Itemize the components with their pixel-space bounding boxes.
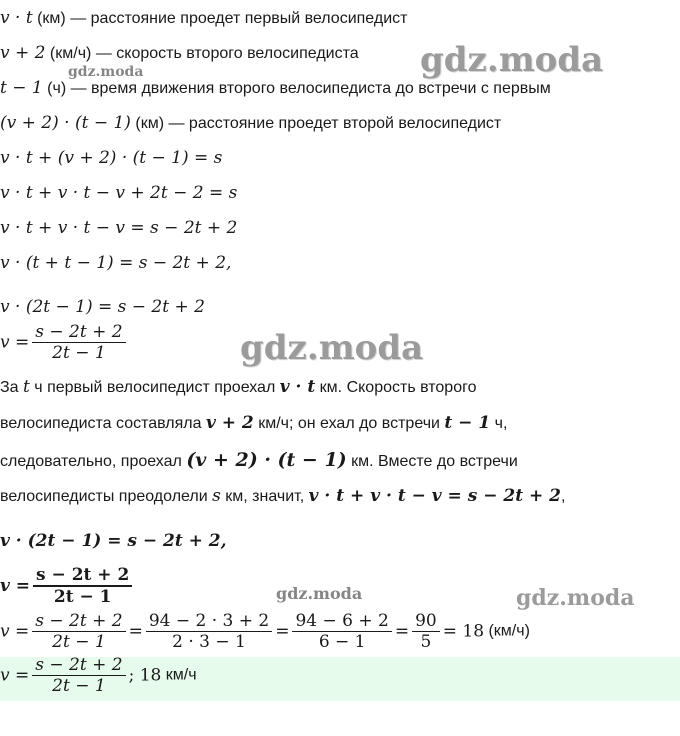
equation: v · (2t − 1) = s − 2t + 2: [0, 297, 205, 317]
numerator: s − 2t + 2: [36, 565, 130, 585]
denominator: 5: [412, 631, 440, 652]
text: велосипедисты преодолели: [0, 488, 213, 505]
numerator: 90: [415, 611, 437, 631]
equation: v · t + (v + 2) · (t − 1) = s: [0, 148, 223, 168]
denominator: 2 · 3 − 1: [146, 631, 272, 652]
calculation-line: [0, 611, 530, 652]
equation: v · t + v · t − v + 2t − 2 = s: [0, 183, 238, 203]
expr-distance-second: (v + 2) · (t − 1): [0, 113, 131, 133]
text: км/ч; он ехал до встречи: [253, 415, 445, 432]
text: км, значит,: [220, 488, 309, 505]
definition-text: (км) — расстояние проедет второй велосипедист: [130, 115, 502, 132]
text: км. Вместе до встречи: [346, 453, 518, 470]
equation-step-6: [0, 322, 129, 363]
paragraph-line-3: [0, 449, 518, 473]
equation-step-4: [0, 252, 231, 274]
denominator: 2t − 1: [32, 631, 125, 652]
answer-value: 18: [134, 665, 162, 686]
paragraph-line-4: [0, 485, 565, 508]
numerator: s − 2t + 2: [35, 655, 123, 675]
denominator: 6 − 1: [292, 631, 391, 652]
expr-v-plus-2: v + 2: [0, 43, 46, 63]
numerator: s − 2t + 2: [35, 322, 123, 342]
answer-fraction: [32, 655, 125, 696]
equation-step-1: [0, 147, 222, 169]
bold-expr: v · t + v · t − v = s − 2t + 2: [308, 486, 561, 506]
fraction: [33, 565, 132, 607]
var-s: s: [212, 486, 221, 506]
fraction: [32, 322, 125, 363]
denominator: 2t − 1: [33, 585, 132, 607]
bold-expr: v + 2: [205, 413, 254, 433]
numerator: 94 − 2 · 3 + 2: [148, 611, 270, 631]
denominator: 2t − 1: [32, 342, 125, 363]
fraction-1: [32, 611, 125, 652]
var-t: t: [23, 377, 30, 397]
equation-lhs: v =: [0, 576, 31, 596]
text: ,: [560, 488, 566, 505]
text: ч первый велосипедист проехал: [29, 379, 280, 396]
watermark-logo: gdz.moda: [276, 584, 363, 603]
text: За: [0, 379, 24, 396]
equation-lhs: v =: [0, 621, 30, 642]
numerator: s − 2t + 2: [35, 611, 123, 631]
definition-line-3: [0, 77, 551, 100]
text: велосипедиста составляла: [0, 415, 206, 432]
equation-step-3: [0, 217, 237, 239]
answer-line: [0, 655, 197, 696]
bold-equation-2: [0, 565, 135, 607]
watermark-logo: gdz.moda: [68, 64, 144, 80]
fraction-2: [146, 611, 272, 652]
separator: ;: [128, 665, 135, 686]
equation-lhs: v =: [0, 332, 30, 353]
watermark-logo: gdz.moda: [240, 328, 424, 368]
bold-equation: v · (2t − 1) = s − 2t + 2,: [0, 531, 227, 551]
equation-lhs: v =: [0, 665, 30, 686]
equation: v · (t + t − 1) = s − 2t + 2,: [0, 253, 232, 273]
equals-sign: =: [128, 621, 143, 642]
definition-line-2: [0, 42, 359, 65]
definition-line-4: [0, 112, 501, 135]
result-value: = 18: [442, 621, 485, 642]
answer-unit: км/ч: [161, 666, 197, 684]
denominator: 2t − 1: [32, 675, 125, 696]
bold-expr: v · t: [279, 377, 316, 397]
watermark-logo: gdz.moda: [516, 585, 635, 611]
watermark-logo: gdz.moda: [420, 40, 604, 80]
equation: v · t + v · t − v = s − 2t + 2: [0, 218, 238, 238]
fraction-3: [292, 611, 391, 652]
equation-step-5: [0, 296, 205, 318]
expr-v-t: v · t: [0, 8, 33, 28]
definition-text: (км/ч) — скорость второго велосипедиста: [45, 45, 359, 62]
unit: (км/ч): [484, 622, 530, 640]
bold-expr: (v + 2) · (t − 1): [186, 449, 347, 471]
numerator: 94 − 6 + 2: [295, 611, 389, 631]
text: ч,: [490, 415, 508, 432]
bold-equation-1: [0, 530, 227, 552]
equation-step-2: [0, 182, 237, 204]
fraction-4: [412, 611, 440, 652]
definition-text: (ч) — время движения второго велосипедиста до встречи с первым: [42, 80, 551, 97]
paragraph-line-2: [0, 412, 507, 435]
text: км. Скорость второго: [315, 379, 477, 396]
paragraph-line-1: [0, 376, 476, 399]
expr-t-minus-1: t − 1: [0, 78, 43, 98]
equals-sign: =: [275, 621, 290, 642]
bold-expr: t − 1: [444, 413, 491, 433]
definition-line-1: [0, 7, 407, 30]
definition-text: (км) — расстояние проедет первый велосипедист: [32, 10, 408, 27]
equals-sign: =: [394, 621, 410, 642]
text: следовательно, проехал: [0, 453, 187, 470]
